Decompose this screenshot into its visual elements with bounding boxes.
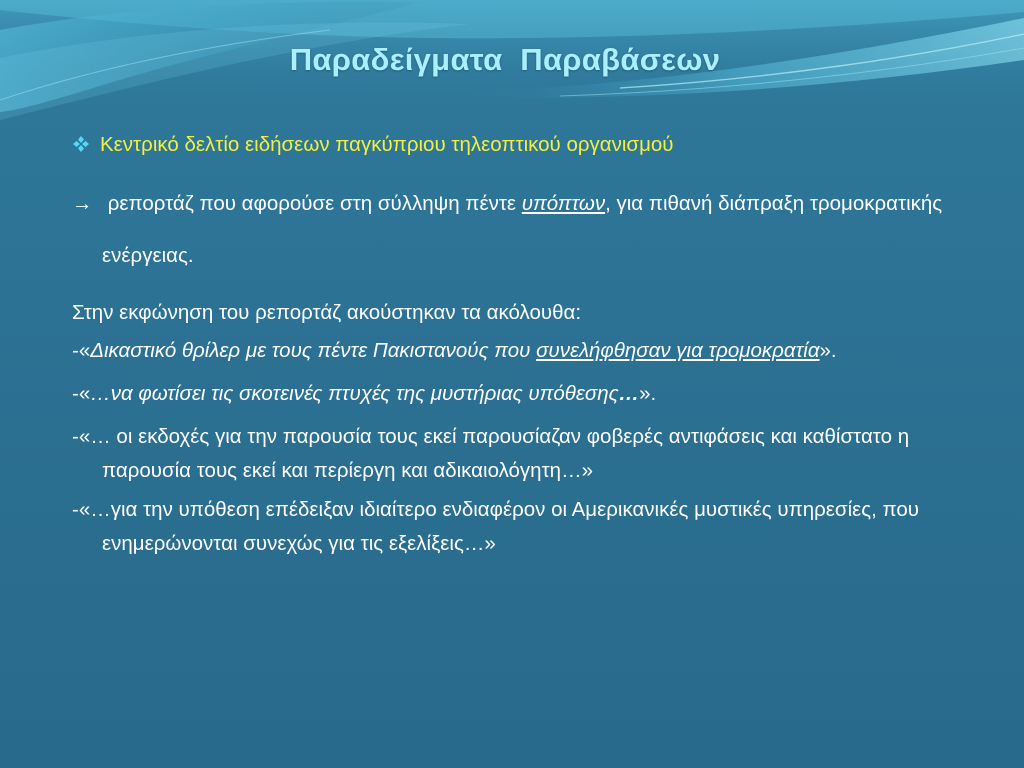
quote-2	[72, 377, 982, 411]
slide-body	[72, 128, 982, 570]
quote-1	[72, 334, 982, 368]
quote-1-underlined[interactable]: συνελήφθησαν για τρομοκρατία	[536, 339, 820, 362]
quote-1-suffix: ».	[819, 339, 837, 362]
suspects-link[interactable]: υπόπτων	[521, 192, 606, 215]
quote-3: -«… οι εκδοχές για την παρουσία τους εκεί παρουσίαζαν φοβερές αντιφάσεις και καθίστατο η παρουσία τους εκεί και περίεργη και αδικαιολόγητη…»	[72, 425, 910, 482]
quote-2-ellipsis: …	[618, 382, 640, 405]
broadcast-intro: Στην εκφώνηση του ρεπορτάζ ακούστηκαν τα ακόλουθα:	[72, 301, 582, 324]
quote-4: -«…για την υπόθεση επέδειξαν ιδιαίτερο ενδιαφέρον οι Αμερικανικές μυστικές υπηρεσίες, που ενημερώνονται συνεχώς για τις εξελίξεις…»	[72, 498, 919, 555]
diamond-cluster-icon	[72, 135, 90, 153]
quote-1-text: Δικαστικό θρίλερ με τους πέντε Πακιστανούς που	[90, 339, 537, 362]
right-arrow-icon: →	[72, 192, 93, 215]
quote-2-suffix: ».	[639, 382, 657, 405]
quote-2-prefix: -«	[72, 382, 91, 405]
report-text-part2: , για πιθανή διάπραξη τρομοκρατικής ενέργειας.	[102, 192, 943, 267]
slide-title: Παραδείγματα Παραβάσεων	[289, 42, 721, 77]
report-description	[72, 178, 982, 282]
heading-text: Κεντρικό δελτίο ειδήσεων παγκύπριου τηλεοπτικού οργανισμού	[100, 133, 674, 156]
bullet-heading	[72, 128, 982, 162]
report-text-part1: ρεπορτάζ που αφορούσε στη σύλληψη πέντε	[102, 192, 522, 215]
quote-2-text: …να φωτίσει τις σκοτεινές πτυχές της μυστήριας υπόθεσης	[90, 382, 619, 405]
quote-1-prefix: -«	[72, 339, 91, 362]
